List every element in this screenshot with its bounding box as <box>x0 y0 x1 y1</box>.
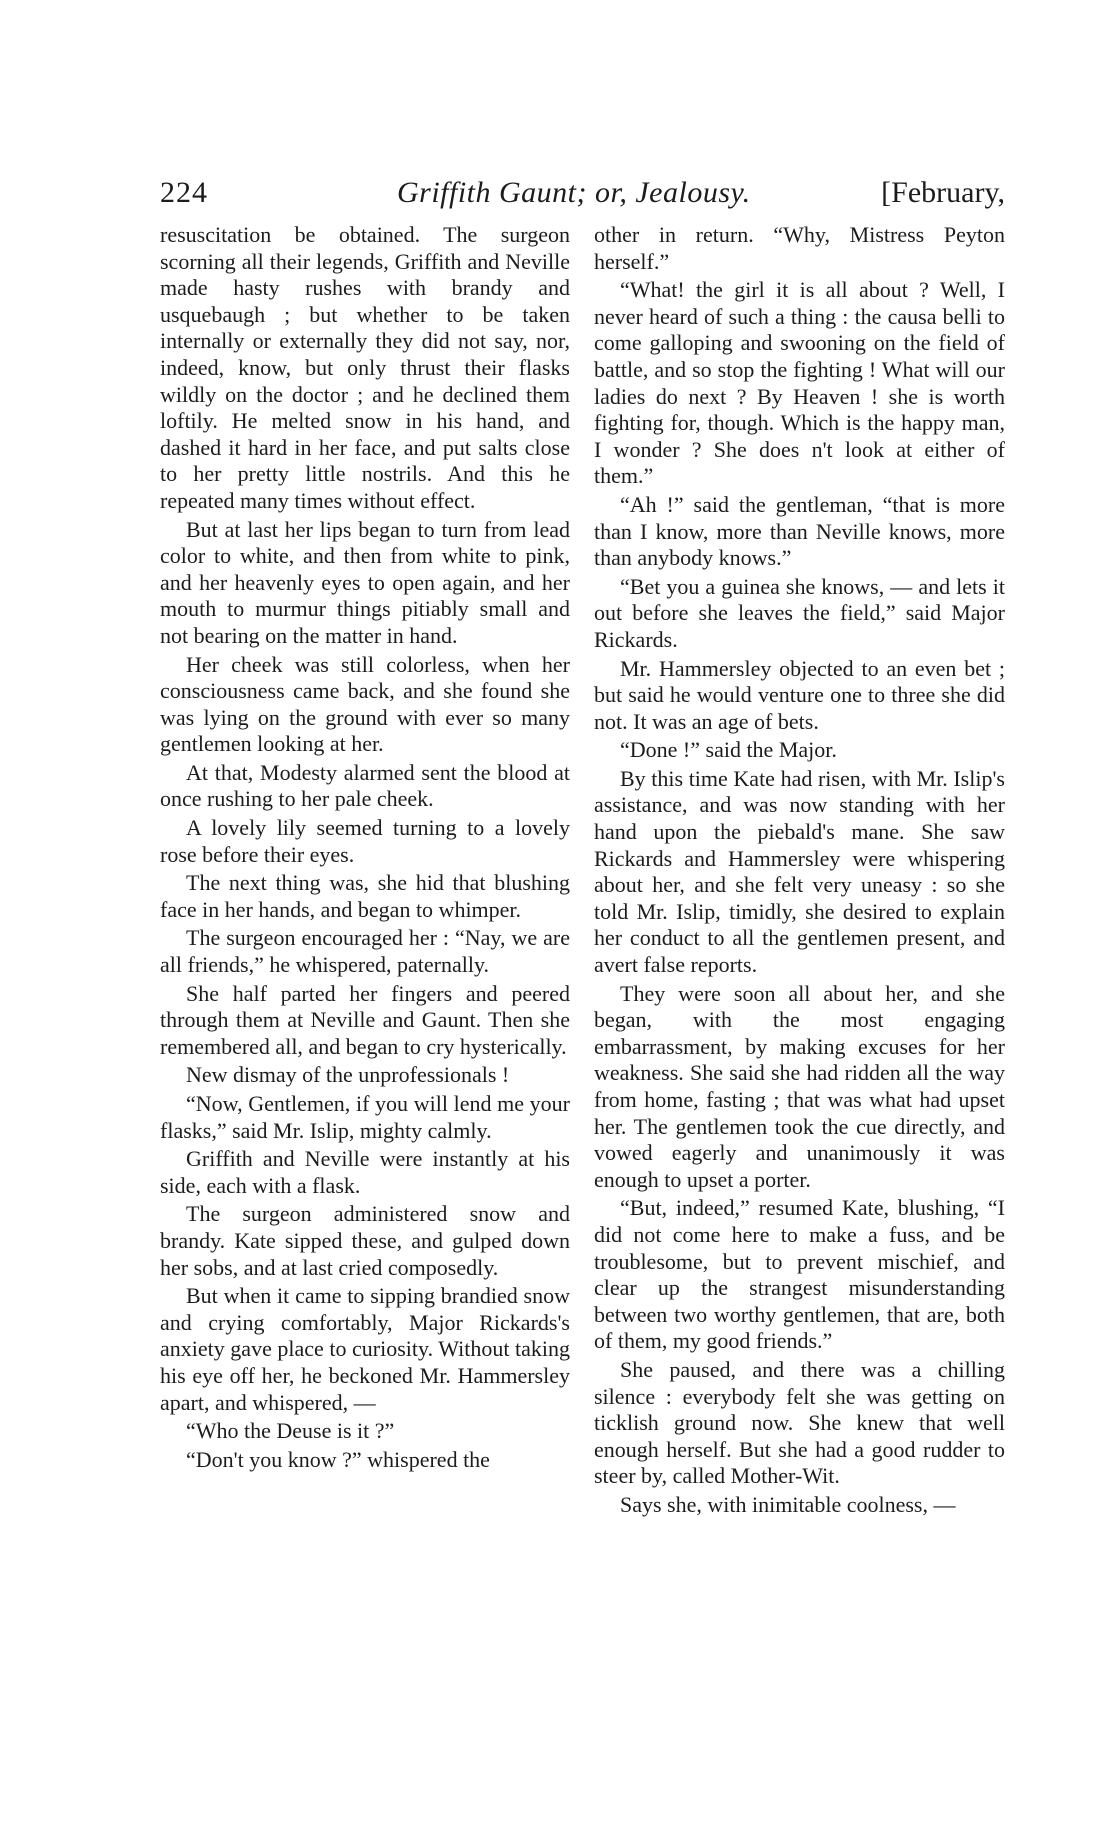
paragraph: Says she, with inimitable coolness, — <box>620 1491 956 1517</box>
paragraph: The surgeon administered snow and brandy. Kate sipped these, and gulped down her sobs, and at last cried composedly. <box>160 1201 570 1280</box>
paragraph: She paused, and there was a chilling silence : everybody felt she was getting on ticklish ground now. She knew that well enough herself. But she had a good rudder to steer by, called Mother-Wit. <box>594 1356 1005 1489</box>
left-column <box>160 222 570 1473</box>
paragraph: By this time Kate had risen, with Mr. Islip's assistance, and was now standing with her hand upon the piebald's mane. She saw Rickards and Hammersley were whispering about her, and she felt very uneasy : so she told Mr. Islip, timidly, she desired to explain her conduct to all the gentlemen present, and avert false reports. <box>594 765 1005 978</box>
right-column <box>594 222 1005 1519</box>
page-number: 224 <box>160 176 208 209</box>
paragraph: At that, Modesty alarmed sent the blood at once rushing to her pale cheek. <box>160 759 570 812</box>
paragraph: “Don't you know ?” whispered the <box>186 1446 490 1472</box>
paragraph: But when it came to sipping brandied snow and crying comfortably, Major Rickards's anxiety gave place to curiosity. Without taking his eye off her, he beckoned Mr. Hammersley apart, and whispered, — <box>160 1283 570 1415</box>
running-title: Griffith Gaunt; or, Jealousy. <box>397 176 751 209</box>
paragraph: “What! the girl it is all about ? Well, I never heard of such a thing : the causa belli to come galloping and swooning on the field of battle, and so stop the fighting ! What will our ladies do next ? By Heaven ! she is worth fighting for, though. Which is the happy man, I wonder ? She does n't look at either of them.” <box>594 277 1005 489</box>
paragraph: They were soon all about her, and she began, with the most engaging embarrassment, by making excuses for her weakness. She said she had ridden all the way from home, fasting ; that was what had upset her. The gentlemen took the cue directly, and vowed eagerly and unanimously it was enough to upset a porter. <box>594 980 1005 1192</box>
paragraph: “Who the Deuse is it ?” <box>186 1418 395 1444</box>
paragraph: But at last her lips began to turn from lead color to white, and then from white to pink, and her heavenly eyes to open again, and her mouth to murmur things pitiably small and not bearing on the matter in hand. <box>160 516 570 648</box>
paragraph: Her cheek was still colorless, when her consciousness came back, and she found she was lying on the ground with ever so many gentlemen looking at her. <box>160 651 570 757</box>
paragraph: “Bet you a guinea she knows, — and lets it out before she leaves the field,” said Major Rickards. <box>594 573 1005 652</box>
paragraph: Mr. Hammersley objected to an even bet ; but said he would venture one to three she did not. It was an age of bets. <box>594 655 1005 734</box>
paragraph: The next thing was, she hid that blushing face in her hands, and began to whimper. <box>160 870 570 922</box>
paragraph: “Ah !” said the gentleman, “that is more than I know, more than Neville knows, more than anybody knows.” <box>594 491 1005 571</box>
paragraph: She half parted her fingers and peered through them at Neville and Gaunt. Then she remembered all, and began to cry hysterically. <box>160 980 570 1059</box>
paragraph: other in return. “Why, Mistress Peyton herself.” <box>594 222 1005 274</box>
running-month: [February, <box>881 176 1005 209</box>
paragraph: The surgeon encouraged her : “Nay, we are all friends,” he whispered, paternally. <box>160 925 570 978</box>
paragraph: New dismay of the unprofessionals ! <box>186 1062 510 1088</box>
paragraph: “But, indeed,” resumed Kate, blushing, “I did not come here to make a fuss, and be troublesome, but to prevent mischief, and clear up the strangest misunderstanding between two worthy gentlemen, that are, both of them, my good friends.” <box>594 1195 1005 1354</box>
paragraph: “Done !” said the Major. <box>620 737 837 763</box>
paragraph: “Now, Gentlemen, if you will lend me your flasks,” said Mr. Islip, mighty calmly. <box>160 1091 570 1143</box>
paragraph: Griffith and Neville were instantly at his side, each with a flask. <box>160 1146 570 1198</box>
paragraph: A lovely lily seemed turning to a lovely rose before their eyes. <box>160 815 570 867</box>
running-header <box>160 168 1005 218</box>
paragraph: resuscitation be obtained. The surgeon scorning all their legends, Griffith and Neville made hasty rushes with brandy and usquebaugh ; but whether to be taken internally or externally they did not say, nor, indeed, know, but only thrust their flasks wildly on the doctor ; and he declined them loftily. He melted snow in his hand, and dashed it hard in her face, and put salts close to her pretty little nostrils. And this he repeated many times without effect. <box>160 222 570 513</box>
